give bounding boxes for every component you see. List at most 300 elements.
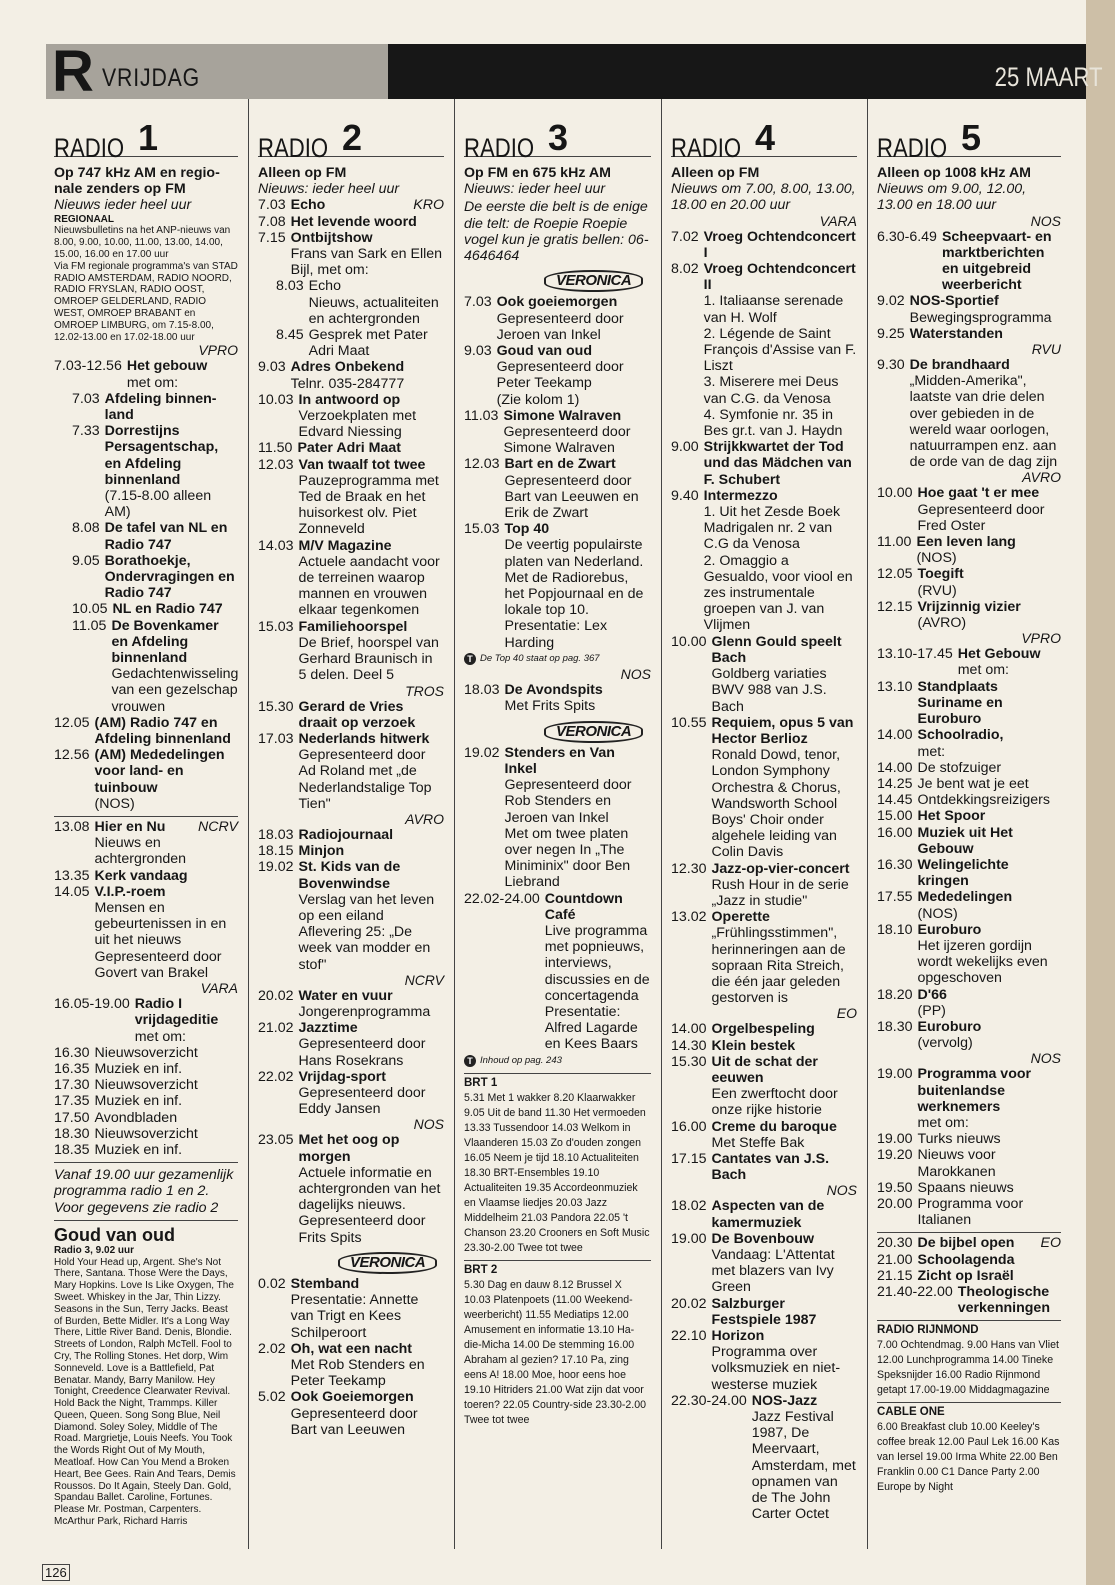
program-title: Radio I vrijdageditie: [134, 996, 219, 1029]
program-body: [958, 1284, 1061, 1316]
program-time: 14.25: [877, 775, 913, 792]
title-number: 5: [961, 117, 982, 158]
column-divider: [867, 99, 868, 1549]
program-entry: [54, 358, 238, 390]
broadcaster-label: EO: [836, 1005, 857, 1022]
program-entry: [258, 827, 444, 843]
program-time: 7.15: [258, 229, 286, 246]
program-entry: [54, 1142, 238, 1158]
column-title: [877, 99, 1061, 163]
program-description: Je bent wat je eet: [917, 775, 1029, 792]
program-time: 16.30: [877, 856, 913, 873]
program-entry: [464, 456, 651, 521]
column-divider: [454, 99, 455, 1549]
station-schedule: 5.30 Dag en dauw 8.12 Brussel X 10.03 Platenpoets (11.00 Weekend-weerbericht) 11.55 Mediatips 12.00 Amusement en informatie 13.10 Ha-die-Micha 14.00 De stemming 16.00 Abraham al gezien? 17.10 Pa, zing eens A! 18.00 Moe, hoor eens hoe 19.10 Hitriders 21.00 Wat zijn dat voor toeren? 22.05 Country-side 23.30-2.00 Twee tot twee: [464, 1278, 646, 1426]
program-time: 17.03: [258, 730, 294, 747]
program-entry: [54, 868, 238, 884]
program-title: Het Gebouw: [957, 646, 1041, 663]
info-line: Op FM en 675 kHz AM: [464, 165, 611, 181]
program-title: Strijkkwartet der Tod und das Mädchen van F. Schubert: [703, 439, 852, 488]
program-entry: [877, 889, 1061, 921]
broadcaster-label: NOS: [413, 1116, 444, 1133]
program-entry: [258, 278, 444, 327]
program-entry: [464, 682, 651, 714]
program-entry: [671, 909, 857, 1006]
program-body: [918, 857, 1061, 889]
program-entry: [258, 1132, 444, 1245]
program-title: Hier en Nu: [94, 819, 166, 836]
program-time: 12.30: [671, 860, 707, 877]
program-body: [505, 456, 651, 521]
program-time: 13.02: [671, 909, 707, 926]
program-time: 19.02: [258, 859, 294, 876]
program-title: Ontbijtshow: [290, 229, 373, 246]
program-body: [918, 1268, 1061, 1284]
program-title: Bart en de Zwart: [504, 456, 616, 473]
program-body: [299, 859, 444, 972]
program-description: Muziek en inf.: [94, 1141, 183, 1158]
program-body: [291, 1389, 444, 1438]
program-time: 9.00: [671, 439, 699, 456]
program-time: 19.00: [877, 1066, 913, 1083]
program-time: 9.30: [877, 357, 905, 374]
program-entry: [671, 1038, 857, 1054]
info-line: Alleen op FM: [258, 165, 347, 181]
veronica-logo: VERONICA: [338, 1252, 437, 1274]
program-time: 7.33: [72, 423, 100, 440]
section-heading: Goud van oud: [54, 1224, 175, 1245]
program-title: Klein bestek: [711, 1037, 796, 1054]
program-body: [916, 534, 1061, 566]
broadcaster-label: TROS: [405, 682, 444, 699]
program-description: Gepresenteerd door Bart van Leeuwen: [290, 1405, 418, 1438]
program-title: M/V Magazine: [298, 537, 392, 554]
program-entry: [877, 776, 1061, 792]
program-description: 1. Italiaanse serenade van H. Wolf 2. Légende de Saint François d'Assise van F. Liszt 3. Miserere mei Deus van C.G. da Venosa 4. Symfonie nr. 35 in Bes gr.t. van J. Haydn: [703, 293, 857, 440]
broadcaster-label: AVRO: [1022, 469, 1061, 486]
program-time: 21.00: [877, 1251, 913, 1268]
program-time: 17.30: [54, 1077, 90, 1094]
program-title: Water en vuur: [298, 987, 393, 1004]
program-description: Nieuws voor Marokkanen: [917, 1147, 996, 1180]
program-entry: [877, 1235, 1061, 1251]
page-edge: [1086, 0, 1115, 1585]
program-description: Goldberg variaties BWV 988 van J.S. Bach: [711, 666, 827, 715]
note-text: Inhoud op pag. 243: [480, 1054, 562, 1066]
program-description: Nieuwsoverzicht: [94, 1125, 198, 1142]
program-entry: [258, 1389, 444, 1438]
program-entry: [54, 520, 238, 552]
program-time: 12.03: [258, 456, 294, 473]
tip-icon: T: [464, 653, 476, 665]
program-time: 15.00: [877, 808, 913, 825]
program-body: [712, 1054, 857, 1119]
program-time: 22.02-24.00: [464, 890, 540, 907]
program-entry: [877, 229, 1061, 294]
program-entry: [258, 359, 444, 391]
program-description: Programma over volksmuziek en niet-westerse muziek: [711, 1344, 841, 1393]
program-body: [291, 359, 444, 391]
program-entry: [877, 485, 1061, 534]
column-divider: [661, 99, 662, 1549]
program-body: [918, 679, 1061, 728]
program-body: [910, 326, 1061, 342]
program-time: 14.03: [258, 537, 294, 554]
program-entry: [671, 1021, 857, 1037]
program-title: Schoolagenda: [917, 1251, 1015, 1268]
title-number: 2: [342, 117, 363, 158]
program-description: Het ijzeren gordijn wordt wekelijks even opgeschoven: [917, 937, 1048, 987]
program-entry: [877, 857, 1061, 889]
station-listing: [464, 1263, 651, 1428]
program-description: Met Frits Spits: [504, 698, 596, 715]
program-body: [105, 423, 238, 520]
program-time: 19.00: [877, 1131, 913, 1148]
program-title: Echo: [290, 197, 326, 214]
program-time: 10.00: [671, 633, 707, 650]
program-description: Muziek en inf.: [94, 1093, 183, 1110]
program-title: Muziek uit Het Gebouw: [917, 824, 1013, 857]
program-body: [95, 1110, 238, 1126]
program-title: Familiehoorspel: [298, 618, 408, 635]
program-description: De Brief, hoorspel van Gerhard Braunisch in 5 delen. Deel 5: [298, 634, 439, 684]
program-time: 17.55: [877, 889, 913, 906]
program-body: [712, 1151, 857, 1183]
program-entry: [54, 1045, 238, 1061]
program-time: 19.50: [877, 1179, 913, 1196]
program-title: De tafel van NL en Radio 747: [104, 520, 228, 553]
info-line-italic: Nieuws ieder heel uur: [54, 197, 192, 214]
program-body: [918, 889, 1061, 921]
program-title: Met het oog op morgen: [298, 1132, 400, 1165]
program-body: [712, 909, 857, 1006]
program-description: Gepresenteerd door Ad Roland met „de Nederlandstalige Top Tien": [298, 747, 432, 812]
program-time: 13.08: [54, 819, 90, 836]
program-body: [105, 520, 238, 552]
program-entry: [877, 599, 1061, 631]
station-schedule: 6.00 Breakfast club 10.00 Keeley's coffee break 12.00 Paul Lek 16.00 Kas van Iersel 19.00 Irma White 22.00 Ben Franklin 0.00 C1 Dance Party 2.00 Europe by Night: [877, 1421, 1060, 1494]
program-title: Pater Adri Maat: [297, 440, 401, 457]
program-body: [918, 599, 1061, 631]
program-time: 18.02: [671, 1198, 707, 1215]
program-time: 14.00: [877, 759, 913, 776]
small-line: Nieuwsbulletins na het ANP-nieuws van 8.00, 9.00, 10.00, 11.00, 13.00, 14.00, 15.00, 16.00 en 17.00 uur: [54, 225, 231, 260]
program-entry: [877, 727, 1061, 759]
program-entry: [464, 745, 651, 891]
station-schedule: 5.31 Met 1 wakker 8.20 Klaarwakker 9.05 Uit de band 11.30 Het vermoeden 13.33 Tussendoor 14.03 Welkom in Vlaanderen 15.03 Zo d'ouden zongen 16.05 Neem je tijd 18.10 Actualiteiten 18.30 BRT-Ensembles 19.10 Actualiteiten 19.35 Accordeonmuziek en Vlaamse liedjes 20.03 Jazz Middelheim 21.03 Pandora 22.05 't Chanson 23.20 Crooners en Soft Music 23.30-2.00 Twee tot twee: [464, 1091, 650, 1254]
program-time: 16.30: [54, 1044, 90, 1061]
program-body: [105, 553, 238, 602]
program-time: 20.02: [671, 1295, 707, 1312]
program-title: Theologische verkenningen: [957, 1284, 1050, 1317]
program-body: [503, 408, 651, 457]
program-title: Orgelbespeling: [711, 1021, 815, 1038]
program-body: [299, 1132, 444, 1245]
frequency-info: [464, 165, 651, 197]
program-body: [299, 988, 444, 1020]
program-entry: [258, 214, 444, 230]
program-entry: [877, 1284, 1061, 1316]
italic-note: De eerste die belt is de enige die telt: de Roepie Roepie vogel kun je gratis bellen: 06-4646464: [464, 199, 649, 265]
program-time: 16.35: [54, 1060, 90, 1077]
program-title: Van twaalf tot twee: [298, 456, 426, 473]
program-title: Requiem, opus 5 van Hector Berlioz: [711, 714, 854, 747]
program-title: Operette: [711, 909, 770, 926]
program-time: 12.03: [464, 456, 500, 473]
program-entry: [671, 1231, 857, 1296]
section-divider: [54, 1220, 238, 1223]
program-description: Bewegingsprogramma: [909, 309, 1052, 326]
program-title: (AM) Radio 747 en Afdeling binnenland: [94, 714, 231, 748]
program-description: Gepresenteerd door Rob Stenders en Jeroen van Inkel Met om twee platen over negen In „The Miniminix" door Ben Liebrand: [504, 777, 632, 891]
page-reference: [464, 651, 651, 667]
broadcaster-label: AVRO: [405, 810, 444, 827]
program-description: met om:: [917, 1114, 969, 1131]
program-time: 14.45: [877, 792, 913, 809]
program-body: [704, 439, 857, 488]
program-entry: [877, 1268, 1061, 1284]
program-entry: [258, 619, 444, 684]
program-broadcaster: EO: [1040, 1235, 1061, 1252]
program-title: In antwoord op: [298, 391, 401, 408]
title-word: RADIO: [464, 132, 535, 163]
program-description: Verzoekplaten met Edvard Niessing: [298, 408, 417, 441]
program-entry: [877, 922, 1061, 987]
program-title: Borathoekje, Ondervragingen en Radio 747: [104, 552, 235, 602]
program-body: [712, 1198, 857, 1230]
program-entry: [877, 1019, 1061, 1051]
program-entry: [671, 1296, 857, 1328]
program-entry: [877, 1131, 1061, 1147]
title-number: 1: [138, 117, 159, 158]
program-body: [299, 843, 444, 859]
program-description: Vandaag: L'Attentat met blazers van Ivy Green: [711, 1247, 835, 1296]
program-entry: [54, 618, 238, 715]
program-entry: [258, 843, 444, 859]
program-time: 15.03: [464, 521, 500, 538]
column-title: [464, 99, 651, 163]
program-body: [918, 1196, 1061, 1228]
program-description: Gesprek met Pater Adri Maat: [308, 327, 428, 360]
program-time: 22.30-24.00: [671, 1392, 747, 1409]
station-title: CABLE ONE: [877, 1406, 945, 1419]
title-word: RADIO: [877, 132, 948, 163]
program-time: 13.35: [54, 867, 90, 884]
program-title: Top 40: [504, 521, 550, 538]
title-number: 4: [755, 117, 776, 158]
info-line-italic: Nieuws om 7.00, 8.00, 13.00, 18.00 en 20.00 uur: [671, 181, 856, 214]
station-listing: [464, 1076, 651, 1256]
program-entry: [54, 391, 238, 423]
program-time: 15.03: [258, 618, 294, 635]
broadcaster-label: VARA: [200, 980, 238, 997]
title-word: RADIO: [258, 132, 329, 163]
program-body: [712, 1038, 857, 1054]
program-description: (NOS): [917, 905, 958, 922]
program-time: 8.02: [671, 261, 699, 278]
program-title: Adres Onbekend: [290, 359, 405, 376]
program-description: Gepresenteerd door Fred Oster: [917, 501, 1045, 534]
program-body: [505, 745, 651, 891]
program-title: Het Spoor: [917, 808, 986, 825]
program-body: [545, 891, 651, 1053]
program-entry: [54, 884, 238, 981]
program-entry: [877, 1180, 1061, 1196]
program-entry: [877, 566, 1061, 598]
program-entry: [258, 440, 444, 456]
program-time: 9.40: [671, 487, 699, 504]
program-title: D'66: [917, 986, 947, 1003]
program-time: 11.03: [464, 407, 499, 424]
program-body: [113, 601, 238, 617]
title-number: 3: [548, 117, 569, 158]
program-body: [111, 618, 238, 715]
program-description: met om:: [134, 1028, 186, 1045]
program-entry: [54, 1077, 238, 1093]
title-word: RADIO: [671, 132, 742, 163]
program-description: Verslag van het leven op een eiland Aflevering 25: „De week van modder en stof": [298, 891, 435, 973]
program-title: Het levende woord: [290, 213, 417, 230]
program-entry: [54, 747, 238, 812]
program-body: [135, 996, 238, 1045]
program-entry: [258, 538, 444, 619]
program-entry: [877, 534, 1061, 566]
program-description: Gepresenteerd door Simone Walraven: [503, 424, 631, 457]
program-entry: [54, 1126, 238, 1142]
small-line: Hold Your Head up, Argent. She's Not There, Santana. Those Were the Days, Mary Hopkins. Love Is Like Oxygen, The Sweet. Whiskey in the Jar, Thin Lizzy. Seasons in the Sun, Terry Jacks. Beast of Burden, Bette Midler. It's a Long Way There, Little River Band. Denis, Blondie. Streets of London, Ralph McTell. Fool to Cry, The Rolling Stones. Het dorp, Wim Sonneveld. Love is a Battlefield, Pat Benatar. Mandy, Barry Manilow. Hey Tonight, Creedence Clearwater Revival. Hold Back the Night, Trammps. Killer Queen, Queen. Song Song Blue, Neil Diamond. Soley Soley, Middle of The Road. Margrietje, Louis Neefs. You Took the Words Right Out of My Mouth, Meatloaf. How Can You Mend a Broken Heart, Bee Gees. Rain And Tears, Demis Roussos. Do It Again, Steely Dan. Gold, Spandau Ballet. Caroline, Fortunes. Please Mr. Postman, Carpenters. McArthur Park, Richard Harris: [54, 1256, 236, 1528]
program-title: Kerk vandaag: [94, 867, 188, 884]
program-title: Vroeg Ochtendconcert II: [703, 261, 856, 294]
program-body: [918, 727, 1061, 759]
program-time: 10.00: [877, 485, 913, 502]
program-description: (PP): [917, 1002, 946, 1019]
program-entry: [258, 197, 444, 213]
program-title: Aspecten van de kamermuziek: [711, 1198, 825, 1231]
program-body: [505, 682, 651, 714]
station-listing: [877, 1323, 1061, 1398]
program-body: [918, 1131, 1061, 1147]
program-time: 21.40-22.00: [877, 1284, 953, 1300]
program-body: [910, 293, 1061, 325]
program-body: [958, 646, 1061, 678]
program-entry: [258, 1020, 444, 1069]
program-description: Met Rob Stenders en Peter Teekamp: [290, 1357, 425, 1390]
program-description: (vervolg): [917, 1035, 973, 1052]
program-title: Ook Goeiemorgen: [290, 1389, 414, 1406]
program-title: Intermezzo: [703, 487, 778, 504]
program-entry: [54, 1061, 238, 1077]
program-time: 18.20: [877, 986, 913, 1003]
program-body: [918, 1066, 1061, 1131]
program-body: [309, 327, 444, 359]
program-body: [942, 229, 1061, 294]
info-line-italic: Nieuws: ieder heel uur: [464, 181, 606, 198]
station-listing: [877, 1405, 1061, 1495]
program-title: Vrijdag-sport: [298, 1068, 387, 1085]
program-entry: [258, 1341, 444, 1390]
program-body: [712, 861, 857, 910]
program-body: [910, 357, 1061, 470]
program-body: [299, 1069, 444, 1118]
program-broadcaster: KRO: [413, 197, 444, 214]
program-time: 23.05: [258, 1132, 294, 1149]
program-title: Toegift: [917, 566, 964, 583]
broadcaster-label: NCRV: [404, 971, 444, 988]
program-time: 0.02: [258, 1276, 286, 1292]
program-body: [918, 1147, 1061, 1179]
program-entry: [877, 825, 1061, 857]
program-time: 18.30: [877, 1018, 913, 1035]
program-entry: [877, 760, 1061, 776]
station-title: BRT 2: [464, 1263, 498, 1276]
program-description: met om:: [957, 662, 1009, 679]
program-description: „Frühlingsstimmen", herinneringen aan de sopraan Rita Streich, die één jaar geleden gestorven is: [711, 925, 846, 1007]
program-body: [291, 1276, 444, 1341]
program-description: Een zwerftocht door onze rijke historie: [711, 1086, 838, 1119]
program-body: [95, 884, 238, 981]
program-title: Ook goeiemorgen: [496, 294, 618, 311]
program-entry: [54, 423, 238, 520]
program-entry: [671, 1393, 857, 1523]
program-time: 12.15: [877, 598, 913, 615]
program-title: St. Kids van de Bovenwindse: [298, 859, 401, 892]
program-entry: [258, 731, 444, 812]
program-description: Actuele informatie en achtergronden van het dagelijks nieuws. Gepresenteerd door Frits Spits: [298, 1164, 441, 1246]
program-title: V.I.P.-roem: [94, 883, 166, 900]
program-entry: [464, 343, 651, 408]
small-line: Via FM regionale programma's van STAD RADIO AMSTERDAM, RADIO NOORD, RADIO FRYSLAN, RADIO OOST, OMROEP GELDERLAND, RADIO WEST, OMROEP BRABANT en OMROEP LIMBURG, om 7.15-8.00, 12.02-13.00 en 17.02-18.00 uur: [54, 260, 238, 343]
program-time: 12.05: [877, 566, 913, 583]
broadcaster-label: VPRO: [1021, 630, 1061, 647]
program-description: Muziek en inf.: [94, 1060, 183, 1077]
program-description: Gepresenteerd door Jeroen van Inkel: [496, 310, 624, 343]
radio-column: [258, 99, 444, 1438]
program-title: Glenn Gould speelt Bach: [711, 633, 842, 666]
program-body: [95, 1142, 238, 1158]
program-description: Jazz Festival 1987, De Meervaart, Amsterdam, met opnamen van de The John Carter Octet: [751, 1409, 856, 1523]
radio-logo: R: [52, 39, 94, 104]
broadcaster-label: NOS: [1030, 212, 1061, 229]
program-body: [712, 1296, 857, 1328]
small-line: Radio 3, 9.02 uur: [54, 1244, 135, 1256]
program-time: 14.00: [671, 1021, 707, 1038]
small-print: [54, 214, 238, 344]
veronica-logo: VERONICA: [544, 721, 643, 743]
broadcaster-label: NOS: [620, 666, 651, 683]
program-entry: [877, 808, 1061, 824]
weekday-label: VRIJDAG: [102, 64, 201, 92]
program-title: Horizon: [711, 1328, 765, 1345]
program-time: 10.03: [258, 391, 294, 408]
program-body: [299, 619, 444, 684]
frequency-info: [671, 165, 857, 214]
program-body: [309, 278, 444, 327]
program-title: De Bovenbouw: [711, 1230, 814, 1247]
page-reference: [464, 1053, 651, 1069]
program-title: NOS-Sportief: [909, 293, 999, 310]
program-title: Vrijzinnig vizier: [917, 598, 1021, 615]
info-line-italic: Nieuws: ieder heel uur: [258, 181, 400, 198]
program-body: [95, 819, 238, 868]
program-title: Standplaats Suriname en Euroburo: [917, 678, 1003, 728]
program-title: Uit de schat der eeuwen: [711, 1053, 818, 1086]
program-entry: [877, 357, 1061, 470]
program-time: 22.10: [671, 1328, 707, 1345]
program-entry: [54, 601, 238, 617]
program-description: Ontdekkingsreizigers: [917, 792, 1050, 809]
program-time: 10.05: [72, 601, 108, 618]
program-time: 12.05: [54, 714, 90, 731]
